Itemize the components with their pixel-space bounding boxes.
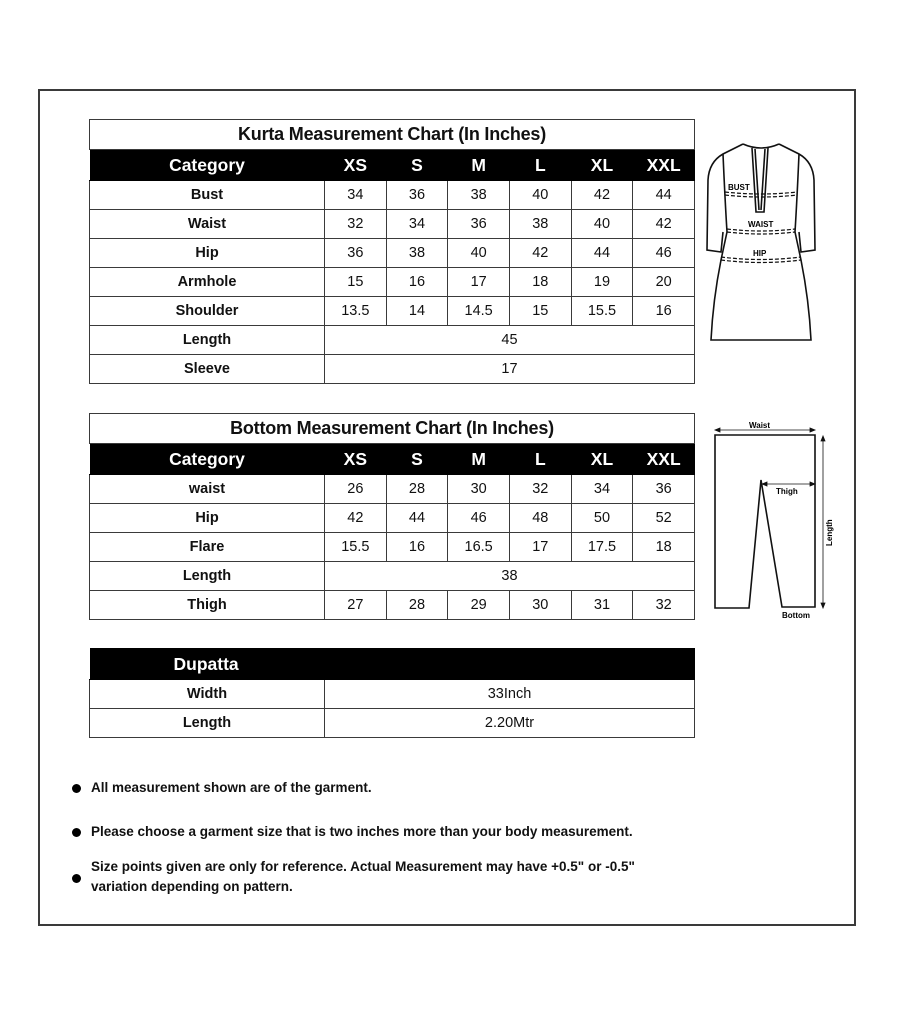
dupatta-measurement-table [89, 648, 695, 738]
dupatta-header-row [90, 649, 695, 680]
cell: 34 [325, 181, 387, 210]
row-label: Flare [90, 533, 325, 562]
cell: 30 [448, 475, 510, 504]
cell: 16 [386, 533, 448, 562]
header-size-l: L [509, 150, 571, 181]
cell: 15.5 [325, 533, 387, 562]
note-text: Please choose a garment size that is two inches more than your body measurement. [91, 824, 633, 839]
row-label: Length [90, 562, 325, 591]
cell: 32 [633, 591, 695, 620]
row-label: Sleeve [90, 355, 325, 384]
cell: 42 [571, 181, 633, 210]
cell: 48 [509, 504, 571, 533]
cell: 46 [448, 504, 510, 533]
cell: 16.5 [448, 533, 510, 562]
cell: 44 [386, 504, 448, 533]
row-label: Hip [90, 239, 325, 268]
header-size-s: S [386, 150, 448, 181]
cell: 17 [509, 533, 571, 562]
waist-label: WAIST [748, 220, 774, 229]
table-row [90, 268, 695, 297]
row-label: Hip [90, 504, 325, 533]
cell: 15 [509, 297, 571, 326]
cell: 19 [571, 268, 633, 297]
header-size-xxl: XXL [633, 150, 695, 181]
kurta-measurement-table [89, 119, 695, 384]
cell: 38 [448, 181, 510, 210]
bottom-label: Bottom [782, 611, 810, 620]
length-label: Length [825, 519, 834, 546]
cell: 2.20Mtr [325, 709, 695, 738]
cell: 28 [386, 475, 448, 504]
cell: 40 [571, 210, 633, 239]
cell: 30 [509, 591, 571, 620]
cell: 20 [633, 268, 695, 297]
table-row [90, 475, 695, 504]
row-label: Bust [90, 181, 325, 210]
table-row [90, 181, 695, 210]
table-row [90, 239, 695, 268]
waist-label: Waist [749, 421, 771, 430]
header-size-xs: XS [325, 444, 387, 475]
cell: 44 [633, 181, 695, 210]
cell: 36 [325, 239, 387, 268]
header-size-xl: XL [571, 150, 633, 181]
cell: 38 [386, 239, 448, 268]
header-size-m: M [448, 150, 510, 181]
header-size-m: M [448, 444, 510, 475]
table-row [90, 210, 695, 239]
bullet-icon [72, 784, 81, 793]
cell: 46 [633, 239, 695, 268]
cell: 34 [571, 475, 633, 504]
header-size-l: L [509, 444, 571, 475]
note-item [72, 857, 661, 897]
bottom-chart-title: Bottom Measurement Chart (In Inches) [90, 414, 695, 444]
row-label: Shoulder [90, 297, 325, 326]
cell: 42 [633, 210, 695, 239]
cell: 17.5 [571, 533, 633, 562]
cell: 52 [633, 504, 695, 533]
cell: 32 [509, 475, 571, 504]
bust-label: BUST [728, 183, 750, 192]
cell: 16 [633, 297, 695, 326]
cell: 32 [325, 210, 387, 239]
bottom-measurement-table [89, 413, 695, 620]
header-size-xl: XL [571, 444, 633, 475]
row-label: Width [90, 680, 325, 709]
kurta-chart-title: Kurta Measurement Chart (In Inches) [90, 120, 695, 150]
table-row [90, 562, 695, 591]
note-item [72, 822, 633, 842]
row-label: Length [90, 326, 325, 355]
note-text: Size points given are only for reference. Actual Measurement may have +0.5" or -0.5" variation depending on pattern. [91, 859, 635, 894]
cell: 18 [633, 533, 695, 562]
cell: 33Inch [325, 680, 695, 709]
cell: 14 [386, 297, 448, 326]
cell: 40 [509, 181, 571, 210]
merged-cell: 38 [325, 562, 695, 591]
table-row [90, 591, 695, 620]
table-row [90, 326, 695, 355]
note-text: All measurement shown are of the garment. [91, 780, 372, 795]
kurta-header-row [90, 150, 695, 181]
merged-cell: 45 [325, 326, 695, 355]
thigh-label: Thigh [776, 487, 798, 496]
cell: 50 [571, 504, 633, 533]
cell: 29 [448, 591, 510, 620]
bullet-icon [72, 828, 81, 837]
row-label: Armhole [90, 268, 325, 297]
hip-label: HIP [753, 249, 767, 258]
cell: 31 [571, 591, 633, 620]
cell: 28 [386, 591, 448, 620]
bottom-header-row [90, 444, 695, 475]
dupatta-title: Dupatta [90, 649, 695, 680]
merged-cell: 17 [325, 355, 695, 384]
row-label: Thigh [90, 591, 325, 620]
cell: 42 [325, 504, 387, 533]
cell: 27 [325, 591, 387, 620]
row-label: waist [90, 475, 325, 504]
pants-diagram-icon [706, 418, 840, 624]
row-label: Waist [90, 210, 325, 239]
cell: 40 [448, 239, 510, 268]
cell: 14.5 [448, 297, 510, 326]
cell: 38 [509, 210, 571, 239]
header-category: Category [90, 150, 325, 181]
row-label: Length [90, 709, 325, 738]
cell: 15 [325, 268, 387, 297]
cell: 36 [633, 475, 695, 504]
table-row [90, 533, 695, 562]
cell: 15.5 [571, 297, 633, 326]
note-item [72, 778, 372, 798]
header-size-s: S [386, 444, 448, 475]
cell: 16 [386, 268, 448, 297]
cell: 36 [448, 210, 510, 239]
cell: 17 [448, 268, 510, 297]
cell: 44 [571, 239, 633, 268]
cell: 42 [509, 239, 571, 268]
table-row [90, 680, 695, 709]
table-row [90, 355, 695, 384]
header-size-xs: XS [325, 150, 387, 181]
header-category: Category [90, 444, 325, 475]
table-row [90, 709, 695, 738]
cell: 13.5 [325, 297, 387, 326]
cell: 26 [325, 475, 387, 504]
header-size-xxl: XXL [633, 444, 695, 475]
table-row [90, 297, 695, 326]
cell: 18 [509, 268, 571, 297]
cell: 34 [386, 210, 448, 239]
bullet-icon [72, 874, 81, 883]
table-row [90, 504, 695, 533]
kurta-diagram-icon [703, 140, 819, 346]
cell: 36 [386, 181, 448, 210]
